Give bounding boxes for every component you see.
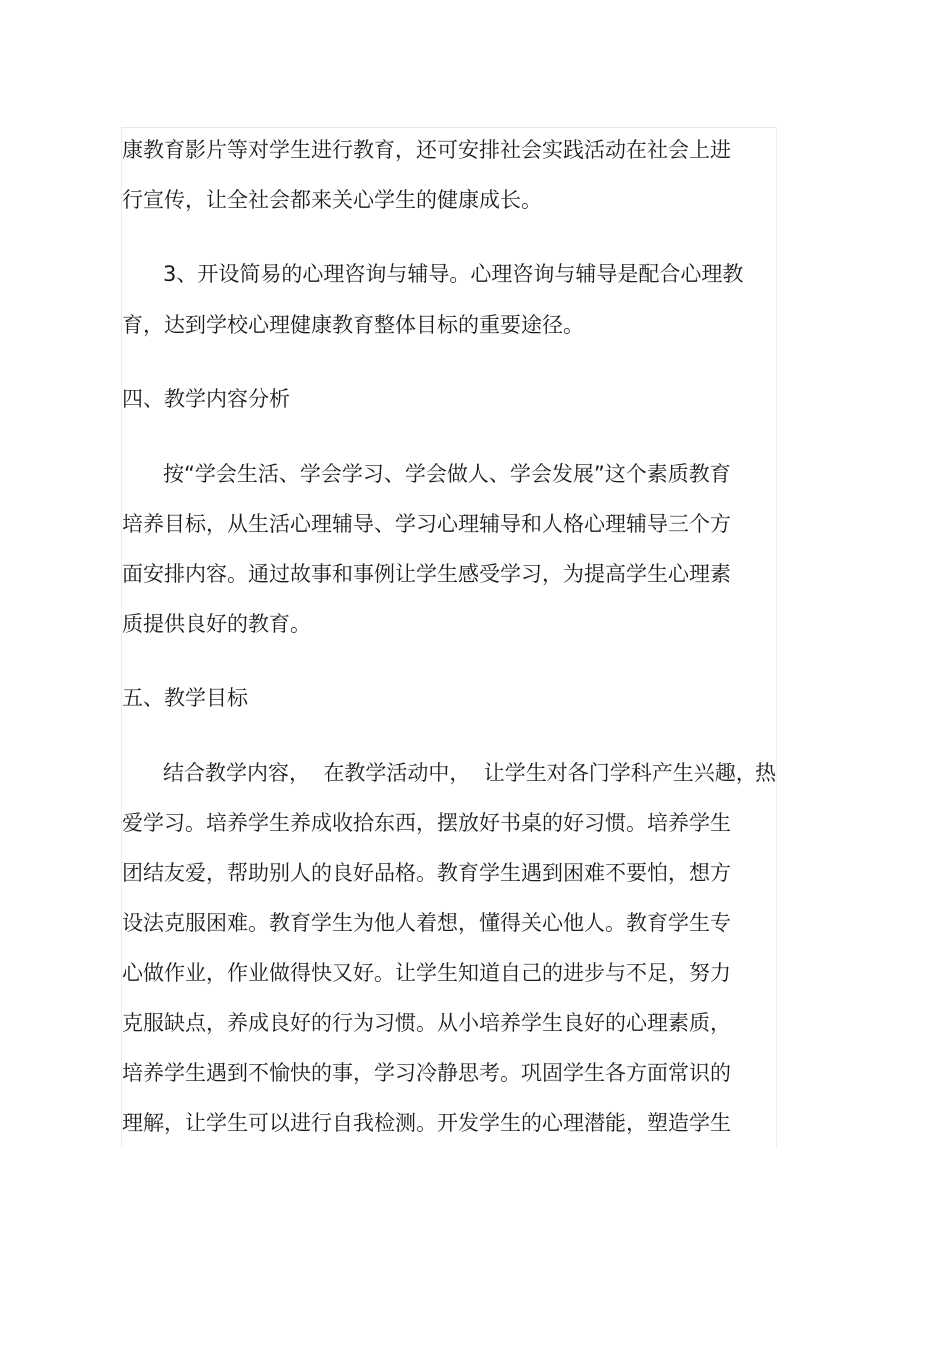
body-line: 设法克服困难。教育学生为他人着想，懂得关心他人。教育学生专 [122, 911, 731, 935]
body-line: 爱学习。培养学生养成收拾东西，摆放好书桌的好习惯。培养学生 [122, 811, 731, 835]
body-line: 质提供良好的教育。 [122, 612, 311, 636]
body-line-trailing-char: 热 [755, 761, 776, 785]
body-line: 育，达到学校心理健康教育整体目标的重要途径。 [122, 313, 584, 337]
paragraph-start-line: 结合教学内容， 在教学活动中， 让学生对各门学科产生兴趣， [163, 761, 757, 785]
body-line: 心做作业，作业做得快又好。让学生知道自己的进步与不足，努力 [122, 961, 731, 985]
body-line: 克服缺点，养成良好的行为习惯。从小培养学生良好的心理素质， [122, 1011, 731, 1035]
body-line: 面安排内容。通过故事和事例让学生感受学习，为提高学生心理素 [122, 562, 731, 586]
body-line: 团结友爱，帮助别人的良好品格。教育学生遇到困难不要怕，想方 [122, 861, 731, 885]
body-line: 培养学生遇到不愉快的事，学习冷静思考。巩固学生各方面常识的 [122, 1061, 731, 1085]
section-heading: 五、教学目标 [122, 686, 248, 710]
paragraph-start-line: 3、开设简易的心理咨询与辅导。心理咨询与辅导是配合心理教 [163, 262, 744, 286]
section-heading: 四、教学内容分析 [122, 387, 290, 411]
body-line: 康教育影片等对学生进行教育，还可安排社会实践活动在社会上进 [122, 138, 731, 162]
body-line: 行宣传，让全社会都来关心学生的健康成长。 [122, 188, 542, 212]
paragraph-start-line: 按“学会生活、学会学习、学会做人、学会发展”这个素质教育 [163, 462, 731, 486]
body-line: 理解，让学生可以进行自我检测。开发学生的心理潜能，塑造学生 [122, 1111, 731, 1135]
body-line: 培养目标，从生活心理辅导、学习心理辅导和人格心理辅导三个方 [122, 512, 731, 536]
